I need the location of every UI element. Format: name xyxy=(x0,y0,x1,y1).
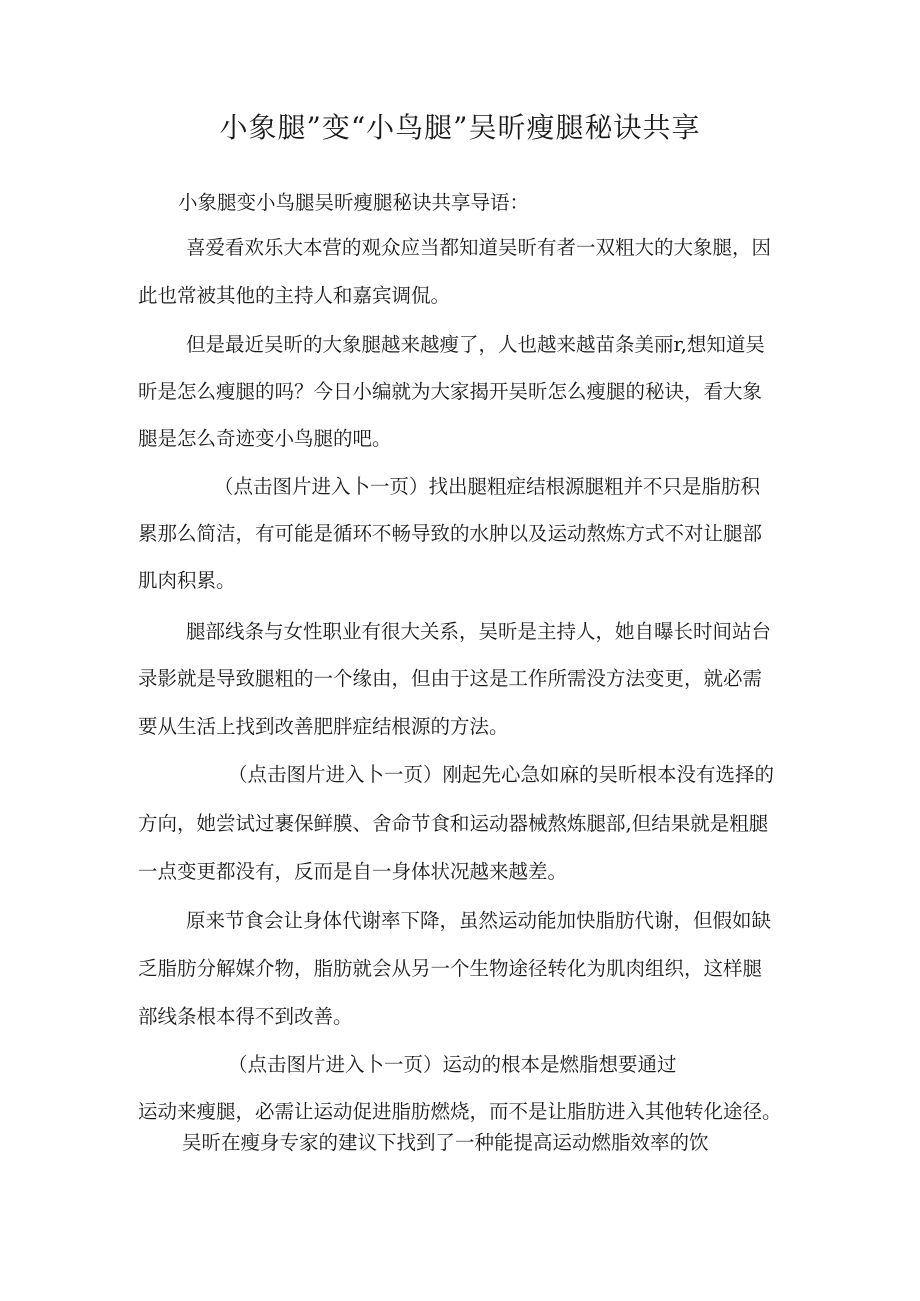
paragraph-5-line-3: 一点变更都没有，反而是自一身体状况越来越差。 xyxy=(138,860,568,883)
paragraph-4-line-1: 腿部线条与女性职业有很大关系，吴昕是主持人，她自曝长时间站台 xyxy=(186,620,772,643)
paragraph-5-line-2: 方向，她尝试过裹保鲜膜、舍命节食和运动器械熬炼腿部,但结果就是粗腿 xyxy=(138,812,769,835)
document-title: 小象腿”变“小鸟腿”吴昕瘦腿秘诀共享 xyxy=(219,111,701,144)
lead-line: 小象腿变小鸟腿吴昕瘦腿秘诀共享导语： xyxy=(178,191,530,214)
paragraph-4-line-2: 录影就是导致腿粗的一个缘由，但由于这是工作所需没方法变更，就必需 xyxy=(138,667,763,690)
paragraph-5-line-1: （点击图片进入卜一页）刚起先心急如麻的吴昕根本没有选择的 xyxy=(228,763,775,786)
paragraph-1-line-2: 此也常被其他的主持人和嘉宾调侃。 xyxy=(138,284,451,307)
paragraph-2-line-2: 昕是怎么瘦腿的吗？今日小编就为大家揭开吴昕怎么瘦腿的秘诀，看大象 xyxy=(138,380,763,403)
paragraph-7-line-1: （点击图片进入卜一页）运动的根本是燃脂想要通过 xyxy=(228,1053,677,1076)
paragraph-6-line-1: 原来节食会让身体代谢率下降，虽然运动能加快脂肪代谢，但假如缺 xyxy=(186,909,772,932)
paragraph-3-line-2: 累那么简洁，有可能是循环不畅导致的水肿以及运动熬炼方式不对让腿部 xyxy=(138,522,763,545)
paragraph-4-line-3: 要从生活上找到改善肥胖症结根源的方法。 xyxy=(138,715,509,738)
paragraph-7-line-3: 吴昕在瘦身专家的建议下找到了一种能提高运动燃脂效率的饮 xyxy=(182,1131,709,1154)
paragraph-3-line-1: （点击图片进入卜一页）找出腿粗症结根源腿粗并不只是脂肪积 xyxy=(214,475,761,498)
paragraph-6-line-3: 部线条根本得不到改善。 xyxy=(138,1005,353,1028)
paragraph-7-line-2: 运动来瘦腿，必需让运动促进脂肪燃烧，而不是让脂肪进入其他转化途径。 xyxy=(138,1100,782,1123)
paragraph-6-line-2: 乏脂肪分解媒介物，脂肪就会从另一个生物途径转化为肌肉组织，这样腿 xyxy=(138,957,763,980)
paragraph-2-line-1: 但是最近吴昕的大象腿越来越瘦了，人也越来越苗条美丽r,想知道吴 xyxy=(186,333,765,356)
paragraph-3-line-3: 肌肉积累。 xyxy=(138,569,236,592)
paragraph-1-line-1: 喜爱看欢乐大本营的观众应当都知道吴昕有者一双粗大的大象腿，因 xyxy=(186,236,772,259)
paragraph-2-line-3: 腿是怎么奇迹变小鸟腿的吧。 xyxy=(138,427,392,450)
